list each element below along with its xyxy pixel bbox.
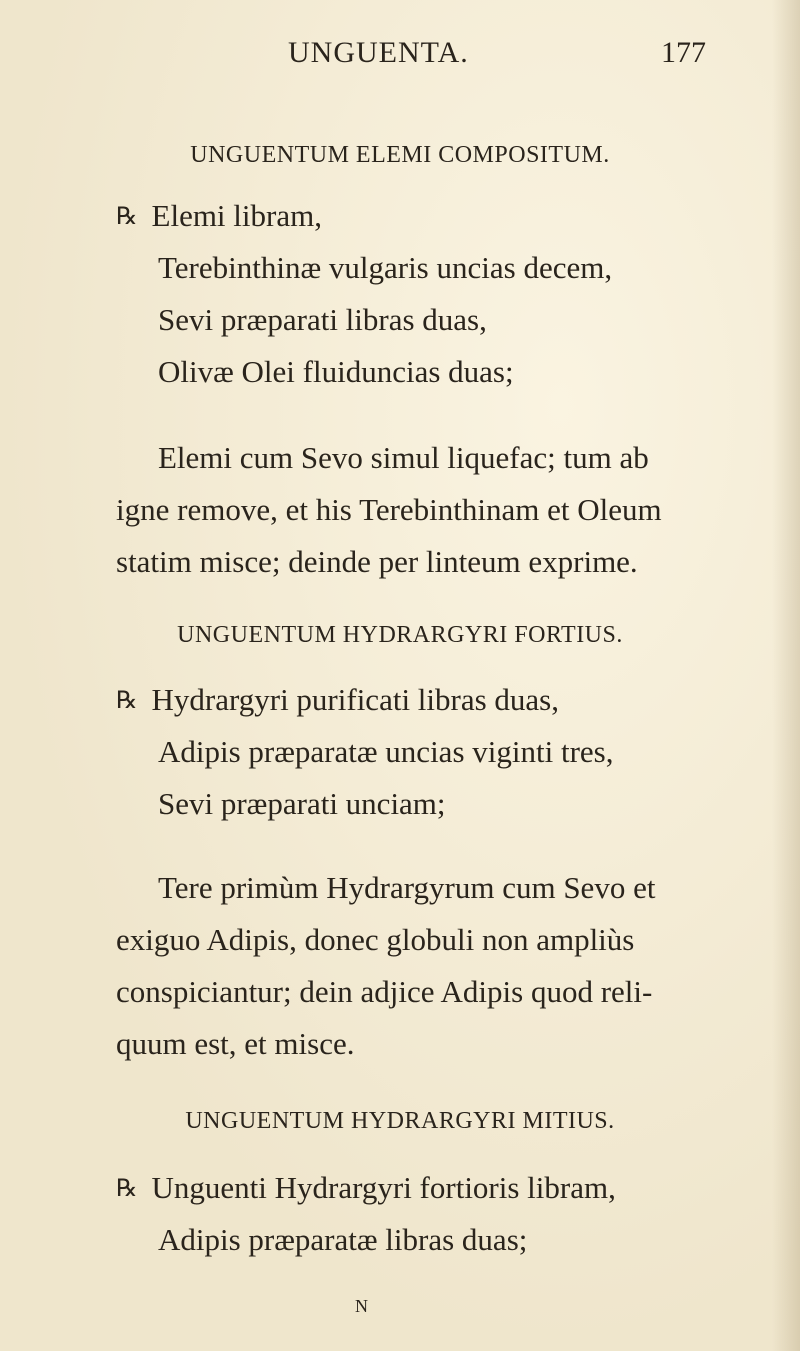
direction-line: quum est, et misce.: [116, 1026, 355, 1061]
direction-line: exiguo Adipis, donec globuli non ampliùs: [116, 922, 635, 957]
recipe-symbol-icon: ℞: [116, 202, 138, 230]
ingredient-line: Adipis præparatæ uncias viginti tres,: [158, 734, 614, 769]
page-edge-shadow: [772, 0, 800, 1351]
running-head-title: UNGUENTA.: [288, 36, 469, 69]
direction-line: Elemi cum Sevo simul liquefac; tum ab: [158, 440, 649, 475]
recipe-symbol-icon: ℞: [116, 1174, 138, 1202]
running-head: [0, 36, 800, 86]
ingredient-line: Sevi præparati libras duas,: [158, 302, 487, 337]
direction-line: conspiciantur; dein adjice Adipis quod reli-: [116, 974, 653, 1009]
ingredient-line: ℞ Elemi libram,: [116, 198, 322, 233]
ingredient-line: Adipis præparatæ libras duas;: [158, 1222, 528, 1257]
ingredient-line: Sevi præparati unciam;: [158, 786, 446, 821]
page-number: 177: [661, 36, 706, 69]
direction-line: igne remove, et his Terebinthinam et Oleum: [116, 492, 662, 527]
direction-line: statim misce; deinde per linteum exprime.: [116, 544, 638, 579]
section-heading-elemi: UNGUENTUM ELEMI COMPOSITUM.: [190, 142, 610, 168]
ingredient-line: Olivæ Olei fluiduncias duas;: [158, 354, 514, 389]
section-heading-hydrargyri-mitius: UNGUENTUM HYDRARGYRI MITIUS.: [185, 1108, 615, 1134]
ingredient-line: ℞ Unguenti Hydrargyri fortioris libram,: [116, 1170, 616, 1205]
ingredient-line: Terebinthinæ vulgaris uncias decem,: [158, 250, 613, 285]
section-heading-hydrargyri-fortius: UNGUENTUM HYDRARGYRI FORTIUS.: [177, 622, 623, 648]
recipe-symbol-icon: ℞: [116, 686, 138, 714]
direction-line: Tere primùm Hydrargyrum cum Sevo et: [158, 870, 656, 905]
ingredient-line: ℞ Hydrargyri purificati libras duas,: [116, 682, 559, 717]
signature-mark: N: [355, 1296, 368, 1316]
